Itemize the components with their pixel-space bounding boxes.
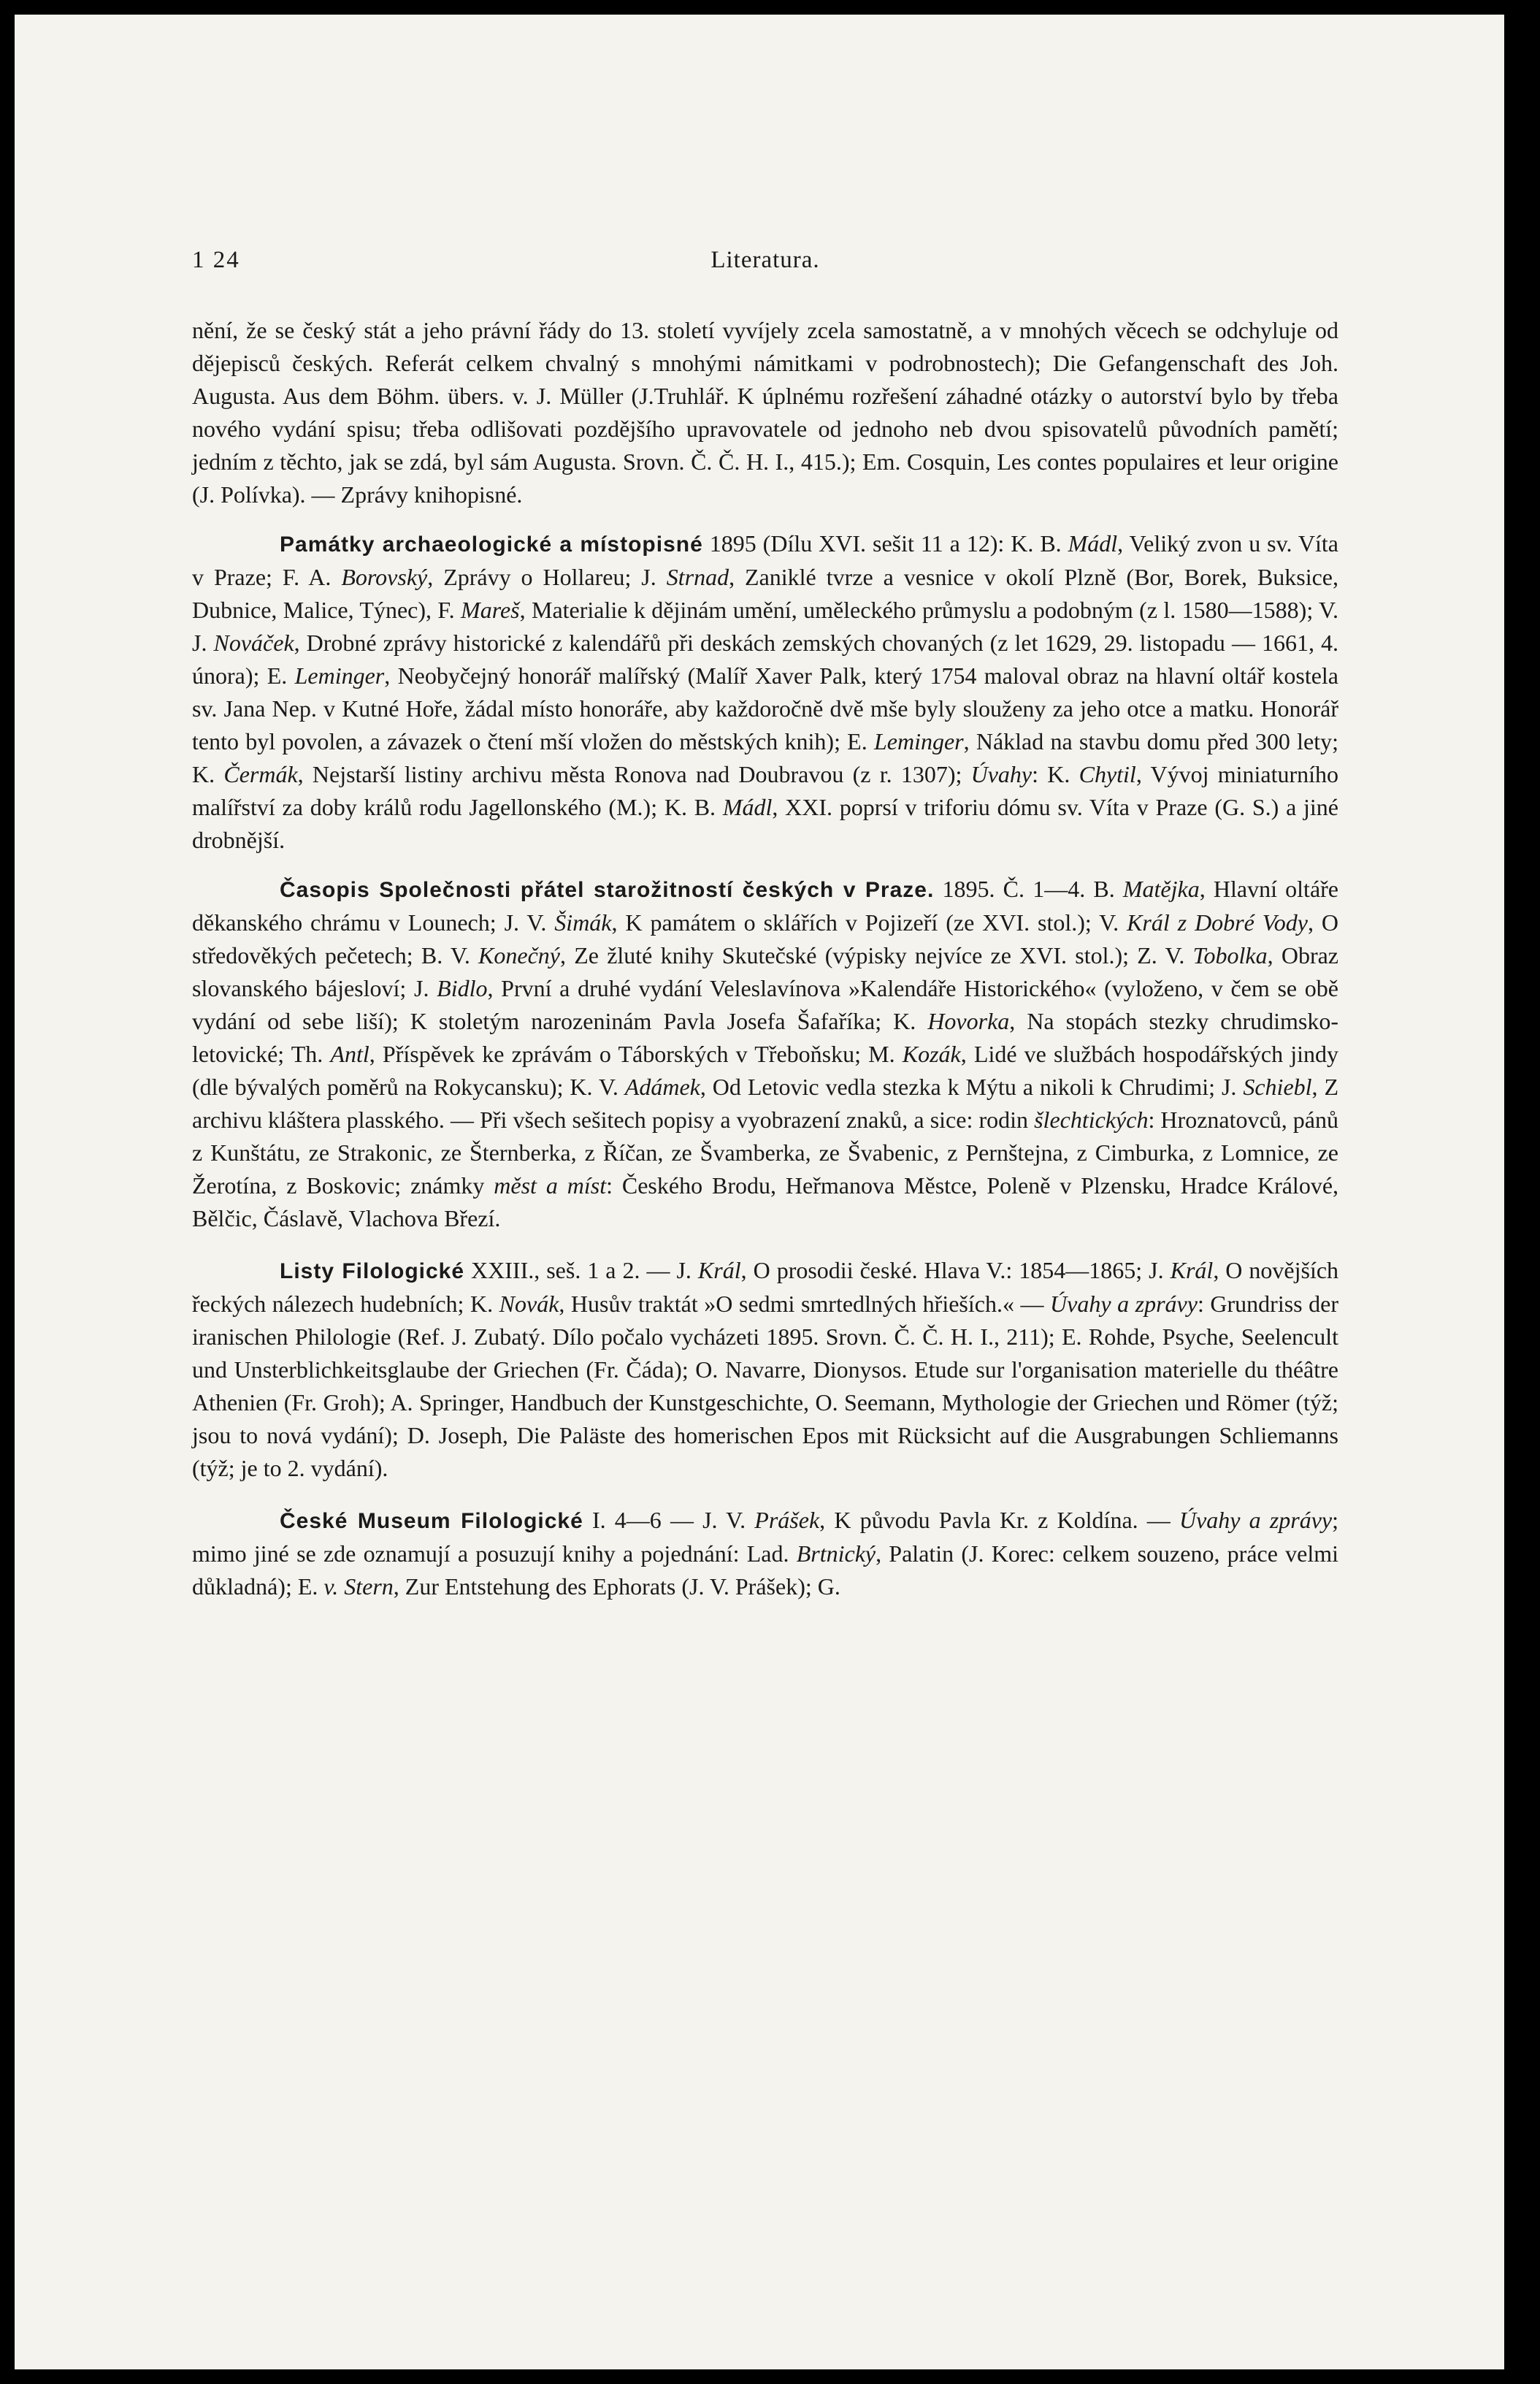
author-name: Schiebl: [1243, 1074, 1312, 1100]
text-run: , Příspěvek ke zprávám o Táborských v Třeboňsku; M.: [369, 1041, 903, 1067]
text-run: , Drobné zprávy historické z kalendářů při deskách zemských chovaných (z let 1629, 29. listopadu — 1661, 4. února); E.: [192, 630, 1339, 689]
text-run: I. 4—6 — J. V.: [591, 1507, 755, 1533]
text-run: : K.: [1032, 761, 1079, 787]
author-name: Mádl: [722, 794, 773, 820]
author-name: Matějka: [1122, 876, 1200, 902]
text-run: , Zur Entstehung des Ephorats (J. V. Prášek); G.: [393, 1573, 840, 1600]
text-run: , Vývoj miniaturního malířství za doby králů rodu Jagellonského (M.); K. B.: [192, 761, 1339, 820]
author-name: Král: [697, 1257, 741, 1283]
author-name: Adámek: [624, 1074, 700, 1100]
text-run: , Na stopách stezky chrudimsko-letovické; Th.: [192, 1008, 1339, 1067]
text-run: , Neobyčejný honorář malířský (Malíř Xaver Palk, který 1754 maloval obraz na hlavní oltář kostela sv. Jana Nep. v Kutné Hoře, žádal místo honoráře, aby každoročně dvě mše byly slouženy za jeho otce a matku. Honorář tento byl povolen, a závazek o čtení mší vložen do městských knih); E.: [192, 662, 1339, 754]
source-title: Časopis Společnosti přátel starožitností českých v Praze.: [280, 878, 935, 902]
text-run: , Materialie k dějinám umění, uměleckého průmyslu a podobným (z l. 1580—1588); V. J.: [192, 597, 1339, 656]
author-name: Brtnický: [796, 1540, 876, 1567]
paragraph-listy: [192, 1254, 1338, 1485]
text-run: , Z archivu kláštera plasského. — Při všech sešitech popisy a vyobrazení znaků, a sice: rodin: [192, 1074, 1339, 1133]
text-run: , Nejstarší listiny archivu města Ronova nad Doubravou (z r. 1307);: [297, 761, 971, 787]
author-name: Šimák: [554, 909, 612, 936]
text-run: , První a druhé vydání Veleslavínova »Kalendáře Historického« (vyloženo, v čem se obě vydání od sebe liší); K stoletým narozeninám Pavla Josefa Šafaříka; K.: [192, 975, 1339, 1034]
text-run: , Husův traktát »O sedmi smrtedlných hřieších.« —: [559, 1291, 1051, 1317]
author-name: Leminger: [294, 662, 385, 689]
source-title: České Museum Filologické: [280, 1509, 583, 1533]
text-run: , K původu Pavla Kr. z Koldína. —: [819, 1507, 1179, 1533]
paragraph-casopis: [192, 873, 1338, 1235]
author-name: v. Stern: [323, 1573, 394, 1600]
text-run: , Obraz slovanského bájesloví; J.: [192, 942, 1339, 1001]
author-name: šlechtických: [1034, 1107, 1149, 1133]
author-name: Chytil: [1079, 761, 1136, 787]
text-body: [192, 314, 1338, 1612]
text-run: , O novějších řeckých nálezech hudebních; K.: [192, 1257, 1339, 1317]
text-run: , Veliký zvon u sv. Víta v Praze; F. A.: [192, 530, 1338, 590]
author-name: Mareš: [461, 597, 520, 623]
text-run: , Hlavní oltáře děkanského chrámu v Lounech; J. V.: [192, 876, 1338, 936]
text-run: , Zaniklé tvrze a vesnice v okolí Plzně (Bor, Borek, Buksice, Dubnice, Malice, Týnec), F.: [192, 564, 1339, 623]
text-run: 1895. Č. 1—4. B.: [942, 876, 1123, 902]
paragraph-pamatky: [192, 527, 1338, 857]
running-title: Literatura.: [710, 247, 820, 273]
paragraph-continued: [192, 314, 1338, 511]
page-number: 1 24: [192, 247, 240, 273]
source-title: Listy Filologické: [280, 1259, 465, 1283]
text-run: , O středověkých pečetech; B. V.: [192, 909, 1339, 968]
author-name: Prášek: [754, 1507, 820, 1533]
text-run: , Zprávy o Hollareu; J.: [427, 564, 667, 590]
page-header: [192, 247, 1338, 291]
author-name: Antl: [330, 1041, 369, 1067]
source-title: Památky archaeologické a místopisné: [280, 532, 703, 557]
text-run: : Hroznatovců, pánů z Kunštátu, ze Strakonic, ze Šternberka, z Říčan, ze Švamberka, ze Švabenic, z Pernštejna, z Cimburka, z Lomnice, ze Žerotína, z Boskovic; známky: [192, 1107, 1339, 1199]
author-name: Úvahy a zprávy: [1050, 1291, 1198, 1317]
author-name: Mádl: [1068, 530, 1118, 557]
author-name: Tobolka: [1192, 942, 1268, 968]
text-run: , O prosodii české. Hlava V.: 1854—1865; J.: [740, 1257, 1171, 1283]
author-name: Hovorka: [927, 1008, 1010, 1034]
text-run: , Palatin (J. Korec: celkem souzeno, práce velmi důkladná); E.: [192, 1540, 1339, 1600]
author-name: Konečný: [478, 942, 560, 968]
author-name: měst a míst: [494, 1172, 607, 1199]
text-run: , XXI. poprsí v triforiu dómu sv. Víta v Praze (G. S.) a jiné drobnější.: [192, 794, 1339, 853]
author-name: Úvahy a zprávy: [1179, 1507, 1333, 1533]
scanned-page: [15, 15, 1504, 2369]
text-run: ; mimo jiné se zde oznamují a posuzují knihy a pojednání: Lad.: [192, 1507, 1339, 1567]
text-run: : Grundriss der iranischen Philologie (Ref. J. Zubatý. Dílo počalo vycházeti 1895. Srovn. Č. Č. H. I., 211); E. Rohde, Psyche, Seelencult und Unsterblichkeitsglaube der Griechen (Fr. Čáda); O. Navarre, Dionysos. Etude sur l'organisation materielle du théâtre Athenien (Fr. Groh); A. Springer, Handbuch der Kunstgeschichte, O. Seemann, Mythologie der Griechen und Römer (týž; jsou to nová vydání); D. Joseph, Die Paläste des homerischen Epos mit Rücksicht auf die Ausgrabungen Schliemanns (týž; je to 2. vydání).: [192, 1291, 1339, 1481]
text-run: , Lidé ve službách hospodářských jindy (dle bývalých poměrů na Rokycansku); K. V.: [192, 1041, 1339, 1100]
author-name: Strnad: [666, 564, 729, 590]
author-name: Úvahy: [970, 761, 1033, 787]
text-run: 1895 (Dílu XVI. sešit 11 a 12): K. B.: [709, 530, 1068, 557]
author-name: Nováček: [213, 630, 294, 656]
author-name: Leminger: [873, 728, 964, 754]
paragraph-text: nění, že se český stát a jeho právní řády do 13. století vyvíjely zcela samostatně, a v mnohých věcech se odchyluje od dějepisců českých. Referát celkem chvalný s mnohými námitkami v podrobnostech); Die Gefangenschaft des Joh. Augusta. Aus dem Böhm. übers. v. J. Müller (J.Truhlář. K úplnému rozřešení záhadné otázky o autorství bylo by třeba nového vydání spisu; třeba odlišovati pozdějšího upravovatele od jednoho neb dvou spisovatelů původních pamětí; jedním z těchto, jak se zdá, byl sám Augusta. Srovn. Č. Č. H. I., 415.); Em. Cosquin, Les contes populaires et leur origine (J. Polívka). — Zprávy knihopisné.: [192, 317, 1338, 508]
author-name: Kozák: [902, 1041, 961, 1067]
author-name: Novák: [499, 1291, 559, 1317]
text-run: , Od Letovic vedla stezka k Mýtu a nikoli k Chrudimi; J.: [700, 1074, 1244, 1100]
text-run: , Náklad na stavbu domu před 300 lety; K.: [192, 728, 1339, 787]
author-name: Bidlo: [437, 975, 488, 1001]
text-run: XXIII., seš. 1 a 2. — J.: [471, 1257, 698, 1283]
author-name: Čermák: [223, 761, 298, 787]
text-run: : Českého Brodu, Heřmanova Městce, Poleně v Plzensku, Hradce Králové, Bělčic, Čáslavě, Vlachova Březí.: [192, 1172, 1339, 1231]
paragraph-museum: [192, 1504, 1338, 1603]
author-name: Král z Dobré Vody: [1127, 909, 1308, 936]
text-run: , K památem o sklářích v Pojizeří (ze XVI. stol.); V.: [611, 909, 1127, 936]
text-run: , Ze žluté knihy Skutečské (výpisky nejvíce ze XVI. stol.); Z. V.: [560, 942, 1193, 968]
author-name: Král: [1170, 1257, 1214, 1283]
author-name: Borovský: [341, 564, 428, 590]
